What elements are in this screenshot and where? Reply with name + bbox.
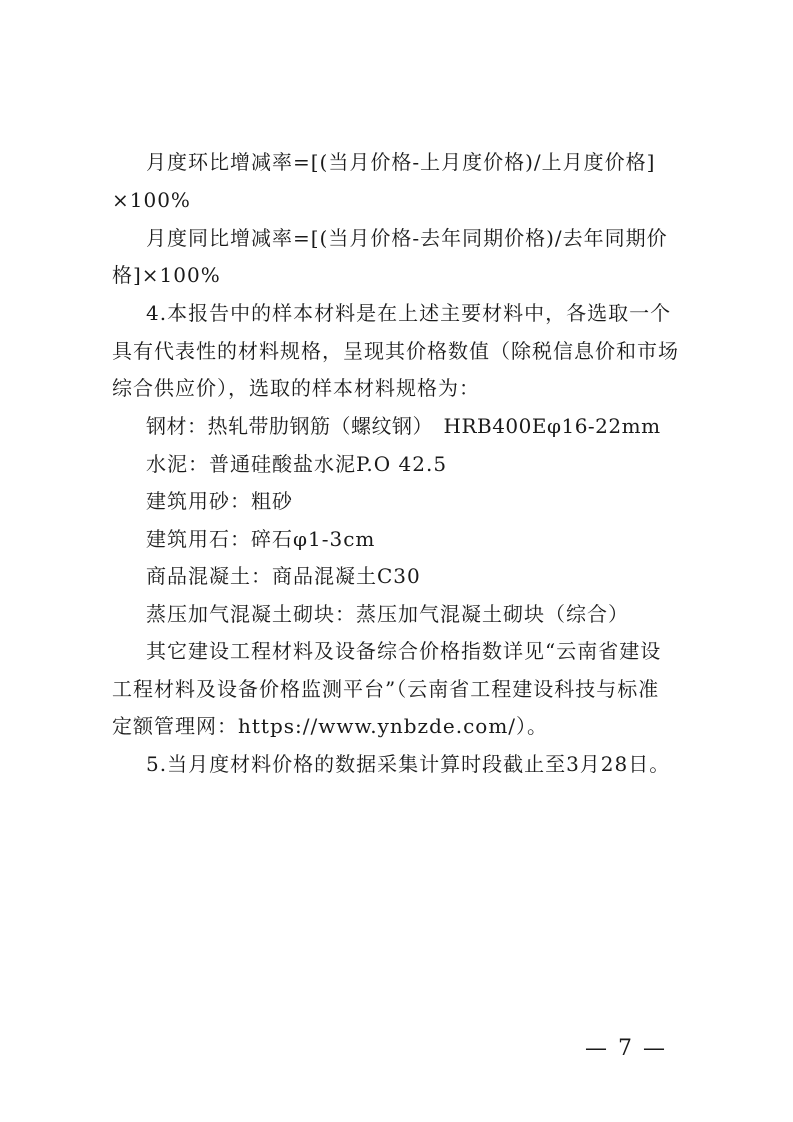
- formula-mom-line2: ×100%: [112, 188, 191, 212]
- paragraph-4-line3: 综合供应价），选取的样本材料规格为：: [112, 376, 480, 400]
- sample-concrete: 商品混凝土：商品混凝土C30: [146, 564, 421, 588]
- formula-yoy-line2: 格]×100%: [112, 263, 221, 287]
- paragraph-5: 5.当月度材料价格的数据采集计算时段截止至3月28日。: [146, 752, 671, 776]
- other-materials-line1: 其它建设工程材料及设备综合价格指数详见“云南省建设: [146, 639, 662, 663]
- other-materials-line3: 定额管理网：https://www.ynbzde.com/）。: [112, 714, 549, 738]
- sample-sand: 建筑用砂：粗砂: [146, 489, 293, 513]
- formula-mom-line1: 月度环比增减率=[(当月价格-上月度价格)/上月度价格]: [146, 150, 656, 174]
- sample-aerated-block: 蒸压加气混凝土砌块：蒸压加气混凝土砌块（综合）: [146, 602, 629, 626]
- sample-cement: 水泥：普通硅酸盐水泥P.O 42.5: [146, 452, 448, 476]
- paragraph-4-line2: 具有代表性的材料规格，呈现其价格数值（除税信息价和市场: [112, 339, 679, 363]
- page-number: — 7 —: [585, 1036, 667, 1061]
- formula-yoy-line1: 月度同比增减率=[(当月价格-去年同期价格)/去年同期价: [146, 226, 668, 250]
- other-materials-line2: 工程材料及设备价格监测平台”（云南省工程建设科技与标准: [112, 677, 660, 701]
- sample-stone: 建筑用石：碎石φ1-3cm: [146, 527, 376, 551]
- paragraph-4-line1: 4.本报告中的样本材料是在上述主要材料中，各选取一个: [146, 301, 672, 325]
- sample-steel: 钢材：热轧带肋钢筋（螺纹钢） HRB400Eφ16-22mm: [146, 414, 661, 438]
